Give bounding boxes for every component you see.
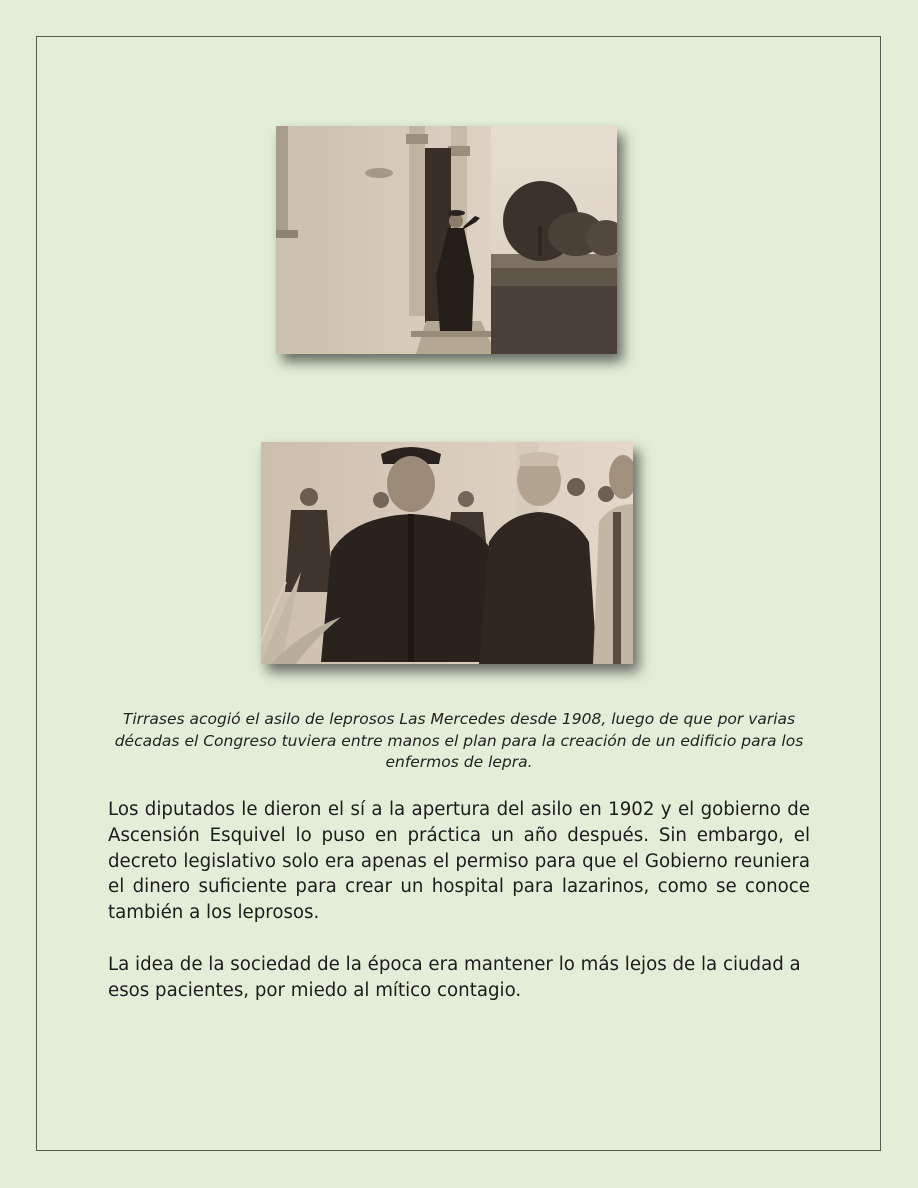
photo-priests-group-image xyxy=(261,442,633,664)
body-paragraph-2: La idea de la sociedad de la época era mantener lo más lejos de la ciudad a esos pacientes, por miedo al mítico contagio. xyxy=(108,954,801,1001)
photo-caption: Tirrases acogió el asilo de leprosos Las Mercedes desde 1908, luego de que por varias décadas el Congreso tuviera entre manos el plan para la creación de un edificio para los enfermos de lepra. xyxy=(114,710,804,771)
photo-priests-group xyxy=(261,442,633,664)
body-paragraph-1: Los diputados le dieron el sí a la apertura del asilo en 1902 y el gobierno de Ascensión Esquivel lo puso en práctica un año después. Sin embargo, el decreto legislativo solo era apenas el permiso para que el Gobierno reuniera el dinero suficiente para crear un hospital para lazarinos, como se conoce también a los leprosos. xyxy=(108,799,810,924)
photo-priest-doorway-image xyxy=(276,126,617,354)
photo-priest-doorway xyxy=(276,126,617,354)
